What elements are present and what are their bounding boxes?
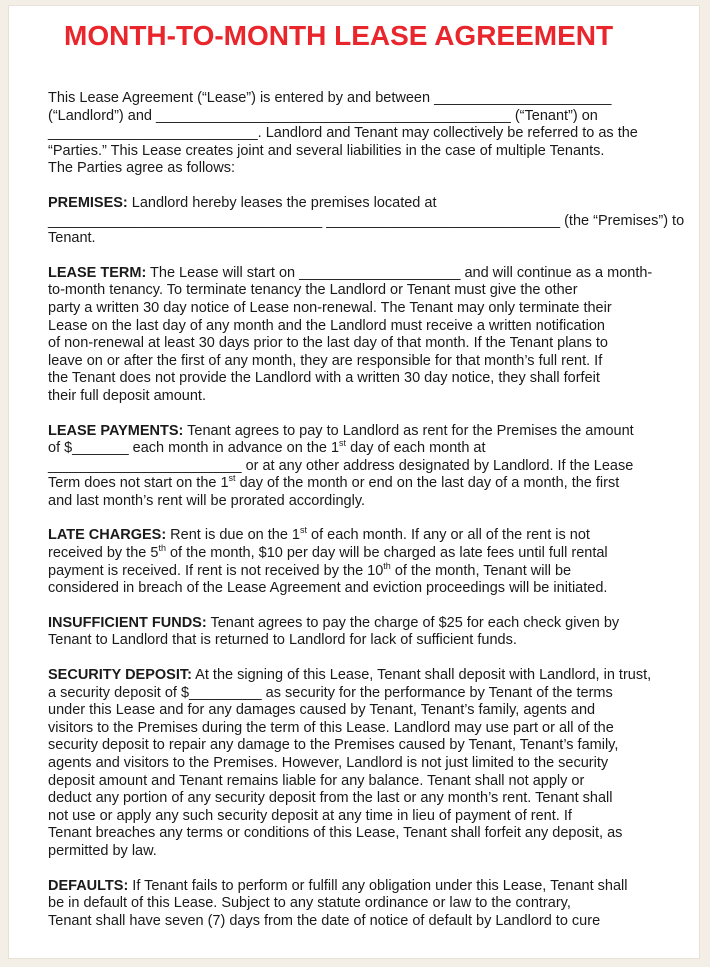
line-text: Lease on the last day of any month and the Landlord must receive a written notification xyxy=(48,317,605,334)
paragraph-line xyxy=(48,423,670,441)
line-text: At the signing of this Lease, Tenant shall deposit with Landlord, in trust, xyxy=(191,667,652,684)
line-text: be in default of this Lease. Subject to any statute ordinance or law to the contrary, xyxy=(48,895,571,912)
paragraph-line xyxy=(48,282,670,300)
line-text: deduct any portion of any security deposit from the last or any month’s rent. Tenant shall xyxy=(48,790,613,807)
line-text: party a written 30 day notice of Lease non-renewal. The Tenant may only terminate their xyxy=(48,299,612,316)
section-heading: LEASE TERM: xyxy=(48,264,147,281)
line-text: Tenant. xyxy=(48,230,96,247)
line-text: The Parties agree as follows: xyxy=(48,160,235,177)
line-text: agents and visitors to the Premises. However, Landlord is not just limited to the security xyxy=(48,755,609,771)
paragraph-line xyxy=(48,615,670,633)
paragraph-line xyxy=(48,632,670,650)
line-text: security deposit to repair any damage to the Premises caused by Tenant, Tenant’s family, xyxy=(48,737,619,754)
line-text: a security deposit of $_________ as security for the performance by Tenant of the terms xyxy=(48,684,613,701)
line-text: Tenant agrees to pay to Landlord as rent for the Premises the amount xyxy=(183,422,634,439)
section-heading: DEFAULTS: xyxy=(48,877,129,894)
paragraph-line xyxy=(48,685,670,703)
paragraph-line xyxy=(48,265,670,283)
line-text: to-month tenancy. To terminate tenancy the Landlord or Tenant must give the other xyxy=(48,282,578,299)
line-text: __________________________. Landlord and Tenant may collectively be referred to as the xyxy=(48,125,638,142)
paragraph-line xyxy=(48,667,670,685)
line-text: Tenant breaches any terms or conditions of this Lease, Tenant shall forfeit any deposit, as xyxy=(48,825,623,842)
line-text: Landlord hereby leases the premises located at xyxy=(127,194,437,211)
section-heading: INSUFFICIENT FUNDS: xyxy=(48,614,207,631)
line-text: not use or apply any such security deposit at any time in lieu of payment of rent. If xyxy=(48,807,572,824)
paragraph-line xyxy=(48,440,670,458)
paragraph-line xyxy=(48,160,670,178)
paragraph xyxy=(48,878,670,931)
section-heading: LATE CHARGES: xyxy=(48,527,167,544)
line-text: and last month’s rent will be prorated accordingly. xyxy=(48,492,366,509)
section-heading: PREMISES: xyxy=(48,194,128,211)
paragraph-line xyxy=(48,560,670,581)
line-text: payment is received. If rent is not received by the 10th of the month, Tenant will be xyxy=(48,560,572,579)
line-text: If Tenant fails to perform or fulfill any obligation under this Lease, Tenant shall xyxy=(128,877,628,894)
line-text: ________________________ or at any other address designated by Landlord. If the Lease xyxy=(48,457,634,474)
line-text: of non-renewal at least 30 days prior to the last day of that month. If the Tenant plans to xyxy=(48,335,608,352)
line-text: received by the 5th of the month, $10 per day will be charged as late fees until full rental xyxy=(48,543,608,562)
paragraph-line xyxy=(48,843,670,861)
paragraph-line xyxy=(48,212,685,231)
document-page xyxy=(8,5,700,959)
paragraph-line xyxy=(48,755,670,773)
document-title: MONTH-TO-MONTH LEASE AGREEMENT xyxy=(64,20,614,51)
paragraph-line xyxy=(48,195,670,213)
paragraph-line xyxy=(48,545,670,563)
paragraph-line xyxy=(48,737,670,755)
paragraph-line xyxy=(48,90,670,108)
paragraph xyxy=(48,423,670,511)
line-text: their full deposit amount. xyxy=(48,387,206,404)
line-text: Rent is due on the 1st of each month. If any or all of the rent is not xyxy=(166,525,590,544)
paragraph-line xyxy=(48,108,670,126)
paragraph-line xyxy=(48,702,670,720)
line-text: leave on or after the first of any month, they are responsible for that month’s full rent. If xyxy=(48,352,603,369)
paragraph-line xyxy=(48,388,670,406)
paragraph xyxy=(48,667,670,861)
paragraph xyxy=(48,90,670,178)
section-heading: LEASE PAYMENTS: xyxy=(48,422,184,439)
paragraph-line xyxy=(48,318,670,336)
paragraph-line xyxy=(48,475,670,493)
paragraph-line xyxy=(48,790,670,808)
paragraph-line xyxy=(48,808,670,826)
line-text: deposit amount and Tenant remains liable for any balance. Tenant shall not apply or xyxy=(48,772,585,789)
paragraph-line xyxy=(48,125,670,143)
paragraph-line xyxy=(48,353,670,371)
line-text: Term does not start on the 1st day of the month or end on the last day of a month, the first xyxy=(48,473,620,492)
paragraph-line xyxy=(48,720,670,738)
paragraph-line xyxy=(48,230,670,248)
paragraph xyxy=(48,194,685,248)
paragraph-line xyxy=(48,143,670,161)
paragraph-line xyxy=(48,458,670,476)
line-text: permitted by law. xyxy=(48,842,157,859)
paragraph xyxy=(48,615,670,650)
section-heading: SECURITY DEPOSIT: xyxy=(48,667,192,684)
paragraph-line xyxy=(48,335,670,353)
line-text: under this Lease and for any damages caused by Tenant, Tenant’s family, agents and xyxy=(48,702,596,719)
line-text: Tenant shall have seven (7) days from the date of notice of default by Landlord to cure xyxy=(48,912,601,929)
line-text: Tenant to Landlord that is returned to Landlord for lack of sufficient funds. xyxy=(48,632,517,649)
paragraph-line xyxy=(48,300,670,318)
paragraph-line xyxy=(48,493,670,511)
line-text: __________________________________ _____________________________ (the “Premises”) to xyxy=(48,212,685,229)
line-text: Tenant agrees to pay the charge of $25 for each check given by xyxy=(206,614,620,631)
paragraph-line xyxy=(48,895,670,913)
line-text: This Lease Agreement (“Lease”) is entered by and between ______________________ xyxy=(48,90,612,106)
paragraph xyxy=(48,265,670,406)
line-text: considered in breach of the Lease Agreement and eviction proceedings will be initiated. xyxy=(48,580,608,597)
paragraph-line xyxy=(48,878,670,896)
document-body xyxy=(48,90,685,947)
line-text: The Lease will start on ____________________ and will continue as a month- xyxy=(146,264,653,281)
line-text: (“Landlord”) and ____________________________________________ (“Tenant”) on xyxy=(48,107,598,124)
paragraph-line xyxy=(48,580,670,598)
paragraph-line xyxy=(48,527,670,545)
paragraph-line xyxy=(48,913,670,931)
paragraph-line xyxy=(48,370,670,388)
line-text: visitors to the Premises during the term of this Lease. Landlord may use part or all of the xyxy=(48,719,614,736)
line-text: “Parties.” This Lease creates joint and several liabilities in the case of multiple Tenants. xyxy=(48,142,605,159)
paragraph xyxy=(48,527,670,597)
line-text: of $_______ each month in advance on the 1st day of each month at xyxy=(48,438,486,457)
paragraph-line xyxy=(48,825,670,843)
line-text: the Tenant does not provide the Landlord with a written 30 day notice, they shall forfeit xyxy=(48,370,600,387)
paragraph-line xyxy=(48,773,670,791)
